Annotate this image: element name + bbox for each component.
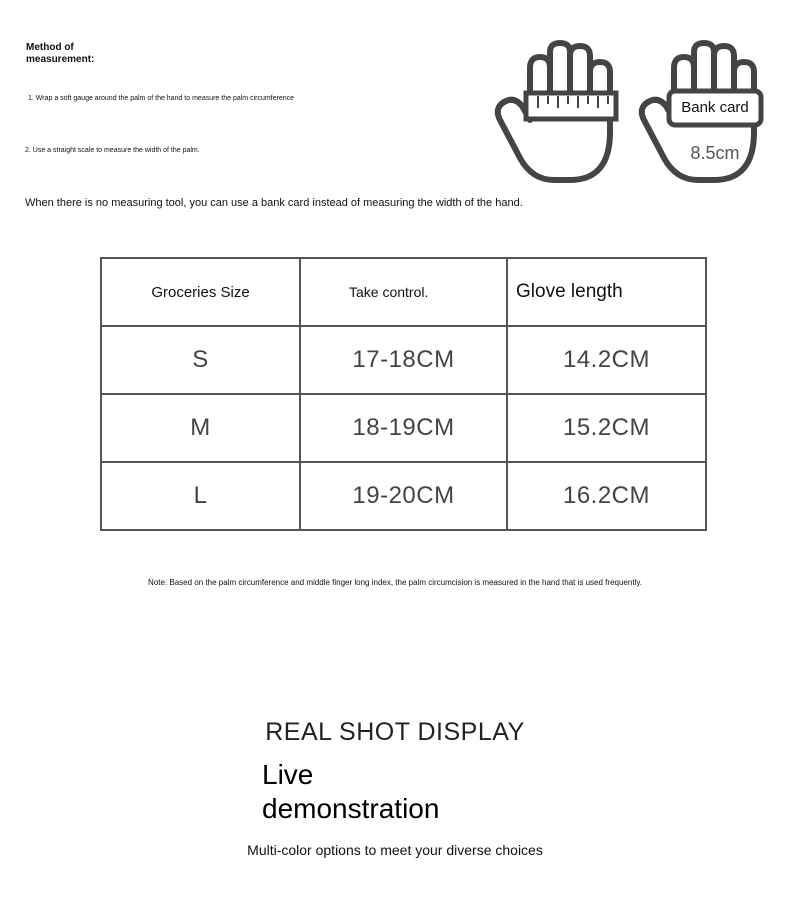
hand-with-tape-icon [492,40,630,185]
live-demo-text: Live demonstration [262,759,440,824]
live-demo-title [262,758,492,826]
table-row [101,394,706,462]
palm-cell: 17-18CM [300,326,507,394]
header-length: Glove length [507,258,706,326]
step1-text: 1. Wrap a soft gauge around the palm of the hand to measure the palm circumference [28,95,295,102]
multi-color-text: Multi-color options to meet your diverse choices [247,842,543,858]
table-row [101,462,706,530]
header-palm: Take control. [300,258,507,326]
palm-cell: 18-19CM [300,394,507,462]
size-cell: S [101,326,300,394]
size-table [100,257,707,531]
header-size: Groceries Size [101,258,300,326]
size-cell: M [101,394,300,462]
table-row [101,326,706,394]
length-cell: 14.2CM [507,326,706,394]
method-title: Method of measurement: [26,42,95,65]
no-tool-text: When there is no measuring tool, you can use a bank card instead of measuring the width of the hand. [25,197,523,209]
table-header-row [101,258,706,326]
size-cell: L [101,462,300,530]
length-cell: 16.2CM [507,462,706,530]
note-text: Note: Based on the palm circumference and middle finger long index, the palm circumcision is measured in the hand that is used frequently. [148,578,642,587]
step2-text: 2. Use a straight scale to measure the width of the palm. [25,147,200,154]
real-shot-title: REAL SHOT DISPLAY [265,718,525,746]
card-width-label: 8.5cm [690,143,740,163]
palm-cell: 19-20CM [300,462,507,530]
length-cell: 15.2CM [507,394,706,462]
bank-card-label: Bank card [681,99,749,116]
